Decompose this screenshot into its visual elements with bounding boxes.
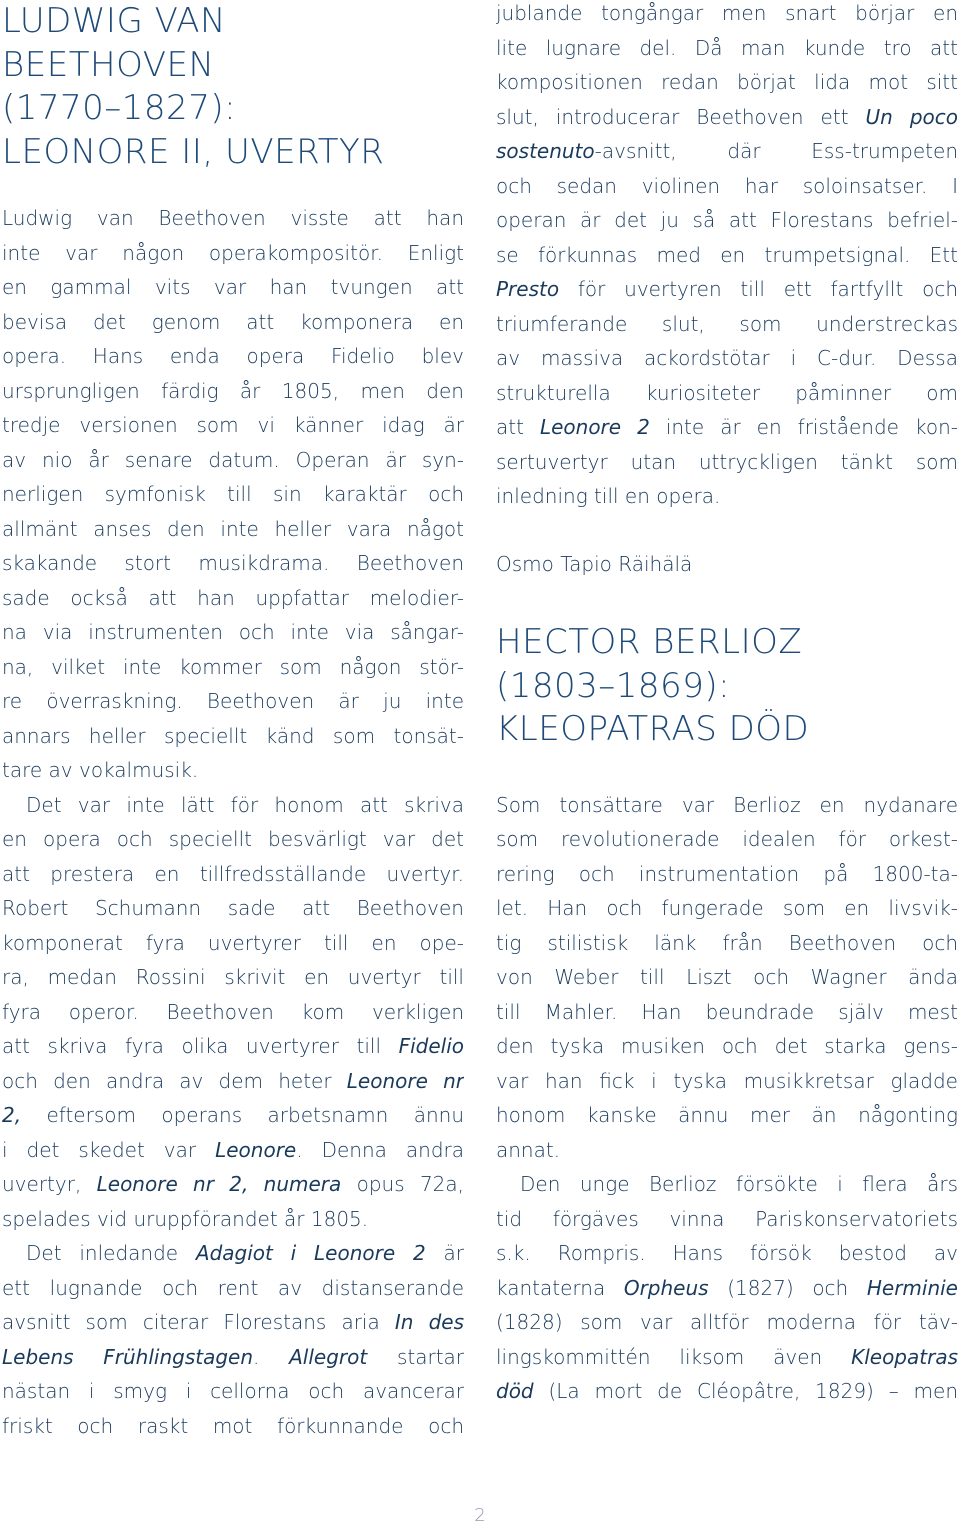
text-line <box>2 1167 464 1202</box>
text-line <box>2 477 464 512</box>
berlioz-paragraph-1 <box>496 788 958 1168</box>
text-line <box>496 100 958 135</box>
page-number: 2 <box>474 1505 486 1526</box>
text-run: bevisa det genom att komponera en <box>2 309 464 334</box>
text-run: lingskommittén liksom även <box>496 1344 852 1369</box>
text-line <box>2 546 464 581</box>
text-run: annars heller speciellt känd som tonsät- <box>2 723 464 748</box>
italic-text: Leonore <box>215 1137 297 1162</box>
text-line <box>496 410 958 445</box>
text-run: operan är det ju så att Florestans befriel- <box>496 208 958 232</box>
text-line <box>496 1202 958 1237</box>
text-run: se förkunnas med en trumpetsignal. Ett <box>496 242 958 267</box>
text-run: av massiva ackordstötar i C-dur. Dessa <box>496 346 958 370</box>
text-run: tig stilistisk länk från Beethoven och <box>496 930 958 955</box>
left-column <box>2 0 464 1443</box>
text-run: s.k. Rompris. Hans försök bestod av <box>496 1241 958 1265</box>
text-run: strukturella kuriositeter påminner om <box>496 380 958 405</box>
text-run: opera. Hans enda opera Fidelio blev <box>2 344 464 368</box>
text-run: . <box>253 1344 290 1369</box>
text-run: (1827) och <box>708 1275 867 1300</box>
heading-line: HECTOR BERLIOZ <box>496 622 803 662</box>
text-line <box>496 1236 958 1271</box>
text-run: kantaterna <box>496 1275 624 1300</box>
text-line <box>2 1236 464 1271</box>
text-run: till Mahler. Han beundrade själv mest <box>496 999 958 1024</box>
text-run: von Weber till Liszt och Wagner ända <box>496 965 958 989</box>
text-line <box>496 272 958 307</box>
text-line <box>2 581 464 616</box>
text-line <box>2 891 464 926</box>
text-line <box>496 1374 958 1409</box>
text-line <box>2 615 464 650</box>
italic-text: Kleopatras <box>851 1344 958 1369</box>
text-run: avsnitt som citerar Florestans aria <box>2 1310 395 1334</box>
text-line <box>496 445 958 480</box>
text-line <box>2 1064 464 1099</box>
text-run: ursprungligen färdig år 1805, men den <box>2 378 464 403</box>
text-line <box>496 1098 958 1133</box>
text-run: tid förgäves vinna Pariskonservatoriets <box>496 1206 958 1231</box>
text-line <box>2 822 464 857</box>
text-run: en gammal vits var han tvungen att <box>2 275 464 299</box>
heading-line: LEONORE II, UVERTYR <box>2 131 385 172</box>
text-line <box>2 408 464 443</box>
text-run: jublande tongångar men snart börjar en <box>496 1 958 25</box>
text-line <box>496 1064 958 1099</box>
text-line <box>496 822 958 857</box>
berlioz-paragraph-2 <box>496 1167 958 1409</box>
text-line <box>2 1202 464 1237</box>
text-line <box>496 857 958 892</box>
text-line <box>2 201 464 236</box>
text-run: inte var någon operakompositör. Enligt <box>2 240 464 265</box>
text-run: tredje versionen som vi känner idag är <box>2 413 464 437</box>
text-run: eftersom operans arbetsnamn ännu <box>21 1103 464 1127</box>
text-line <box>2 857 464 892</box>
text-line <box>496 995 958 1030</box>
text-line <box>2 339 464 374</box>
italic-text: Herminie <box>866 1275 958 1300</box>
right-column <box>496 0 958 1409</box>
text-run: att prestera en tillfredsställande uvertyr. <box>2 861 464 886</box>
text-line <box>496 1340 958 1375</box>
text-line <box>2 512 464 547</box>
text-run: rering och instrumentation på 1800-ta- <box>496 861 958 886</box>
text-line <box>2 926 464 961</box>
text-run: Robert Schumann sade att Beethoven <box>2 896 464 920</box>
italic-text: Adagiot i Leonore 2 <box>195 1241 426 1265</box>
text-run: sertuvertyr utan uttryckligen tänkt som <box>496 449 958 474</box>
text-run: na, vilket inte kommer som någon stör- <box>2 654 464 679</box>
text-line <box>2 995 464 1030</box>
text-run: inte är en fristående kon- <box>649 415 958 439</box>
text-run: re överraskning. Beethoven är ju inte <box>2 689 464 713</box>
italic-text: Allegrot <box>289 1344 368 1369</box>
text-run: lite lugnare del. Då man kunde tro att <box>496 35 958 60</box>
text-line <box>2 1098 464 1133</box>
text-line <box>2 1374 464 1409</box>
beethoven-paragraph-1 <box>2 201 464 788</box>
heading-line: BEETHOVEN <box>2 44 215 85</box>
text-run: och den andra av dem heter <box>2 1068 347 1093</box>
beethoven-paragraph-3-start <box>2 1236 464 1443</box>
text-run: inledning till en opera. <box>496 484 721 508</box>
text-run: för uvertyren till ett fartfyllt och <box>559 277 958 301</box>
text-run: var han fick i tyska musikkretsar gladde <box>496 1068 958 1093</box>
text-run: honom kanske ännu mer än någonting <box>496 1103 958 1127</box>
text-line <box>496 788 958 823</box>
text-line <box>2 270 464 305</box>
italic-text: Leonore nr 2, numera <box>96 1172 342 1196</box>
italic-text: In des <box>394 1310 464 1334</box>
heading-line: KLEOPATRAS DÖD <box>496 709 810 749</box>
text-run: och sedan violinen har soloinsatser. I <box>496 173 958 198</box>
italic-text: Leonore nr <box>346 1068 464 1093</box>
text-run: den tyska musiken och det starka gens- <box>496 1034 958 1058</box>
text-line <box>496 341 958 376</box>
text-line <box>2 1029 464 1064</box>
text-run: att <box>496 415 540 439</box>
text-line <box>496 0 958 31</box>
text-run: Det var inte lätt för honom att skriva <box>26 792 464 817</box>
text-line <box>2 305 464 340</box>
text-line <box>496 1167 958 1202</box>
text-line <box>2 788 464 823</box>
beethoven-heading <box>2 0 464 174</box>
text-line <box>2 443 464 478</box>
text-line <box>2 374 464 409</box>
text-run: Ludwig van Beethoven visste att han <box>2 206 464 230</box>
text-line <box>496 31 958 66</box>
text-run: ett lugnande och rent av distanserande <box>2 1275 464 1300</box>
text-run: att skriva fyra olika uvertyrer till <box>2 1034 399 1058</box>
text-line <box>496 1029 958 1064</box>
text-line <box>496 960 958 995</box>
text-line <box>2 1409 464 1444</box>
text-run: en opera och speciellt besvärligt var det <box>2 827 464 851</box>
text-run: spelades vid uruppförandet år 1805. <box>2 1206 369 1231</box>
text-run: (1828) som var alltför moderna för täv- <box>496 1310 958 1334</box>
text-run: uvertyr, <box>2 1172 97 1196</box>
italic-text: Presto <box>496 277 560 301</box>
italic-text: Lebens Frühlingstagen <box>2 1344 254 1369</box>
text-run: i det skedet var <box>2 1137 216 1162</box>
italic-text: död <box>496 1379 534 1403</box>
text-run: na via instrumenten och inte via sångar- <box>2 620 464 644</box>
berlioz-heading <box>496 621 958 752</box>
text-run: annat. <box>496 1137 561 1162</box>
text-line <box>2 1271 464 1306</box>
text-run: nerligen symfonisk till sin karaktär och <box>2 482 464 506</box>
beethoven-paragraph-2 <box>2 788 464 1237</box>
text-run: sade också att han uppfattar melodier- <box>2 585 464 610</box>
text-line <box>496 1133 958 1168</box>
text-run: kompositionen redan börjat lida mot sitt <box>496 70 958 94</box>
heading-line: (1770–1827): <box>2 88 237 128</box>
text-run: Det inledande <box>26 1241 196 1265</box>
text-line <box>496 203 958 238</box>
text-run: friskt och raskt mot förkunnande och <box>2 1413 464 1438</box>
text-run: -avsnitt, där Ess-trumpeten <box>594 139 958 163</box>
text-line <box>496 1271 958 1306</box>
italic-text: Un poco <box>865 104 958 129</box>
text-line <box>496 238 958 273</box>
text-run: tare av vokalmusik. <box>2 758 199 782</box>
text-line <box>2 960 464 995</box>
text-line <box>496 169 958 204</box>
beethoven-paragraph-3-cont <box>496 0 958 514</box>
heading-line: (1803–1869): <box>496 665 731 706</box>
text-run: nästan i smyg i cellorna och avancerar <box>2 1379 464 1403</box>
text-line <box>496 479 958 514</box>
text-run: som revolutionerade idealen för orkest- <box>496 827 958 851</box>
text-run: fyra operor. Beethoven kom verkligen <box>2 999 464 1024</box>
text-run: komponerat fyra uvertyrer till en ope- <box>2 930 464 955</box>
text-run: opus 72a, <box>341 1172 464 1196</box>
italic-text: sostenuto <box>496 139 595 163</box>
text-line <box>496 376 958 411</box>
italic-text: Leonore 2 <box>539 415 650 439</box>
text-run: ra, medan Rossini skrivit en uvertyr till <box>2 965 464 989</box>
text-run: let. Han och fungerade som en livsvik- <box>496 896 958 920</box>
text-line <box>2 1133 464 1168</box>
text-line <box>2 753 464 788</box>
text-line <box>496 1305 958 1340</box>
text-line <box>2 1340 464 1375</box>
text-line <box>2 650 464 685</box>
text-line <box>496 134 958 169</box>
text-run: Den unge Berlioz försökte i flera års <box>520 1172 958 1196</box>
text-run: Som tonsättare var Berlioz en nydanare <box>496 792 958 817</box>
italic-text: Orpheus <box>623 1275 709 1300</box>
text-run: är <box>425 1241 464 1265</box>
text-run: slut, introducerar Beethoven ett <box>496 104 866 129</box>
heading-line: LUDWIG VAN <box>2 1 226 41</box>
italic-text: Fidelio <box>398 1034 464 1058</box>
text-run: (La mort de Cléopâtre, 1829) – men <box>533 1379 958 1403</box>
text-run: startar <box>367 1344 464 1369</box>
text-run: . Denna andra <box>296 1137 464 1162</box>
italic-text: 2, <box>2 1103 22 1127</box>
text-line <box>496 891 958 926</box>
article-author: Osmo Tapio Räihälä <box>496 551 693 576</box>
text-line <box>2 719 464 754</box>
text-line <box>2 684 464 719</box>
text-line <box>496 65 958 100</box>
text-run: skakande stort musikdrama. Beethoven <box>2 551 464 575</box>
text-run: av nio år senare datum. Operan är syn- <box>2 447 464 472</box>
text-line <box>2 1305 464 1340</box>
text-line <box>496 307 958 342</box>
text-run: allmänt anses den inte heller vara något <box>2 516 464 541</box>
text-line <box>2 236 464 271</box>
text-line <box>496 926 958 961</box>
text-run: triumferande slut, som understreckas <box>496 311 958 336</box>
